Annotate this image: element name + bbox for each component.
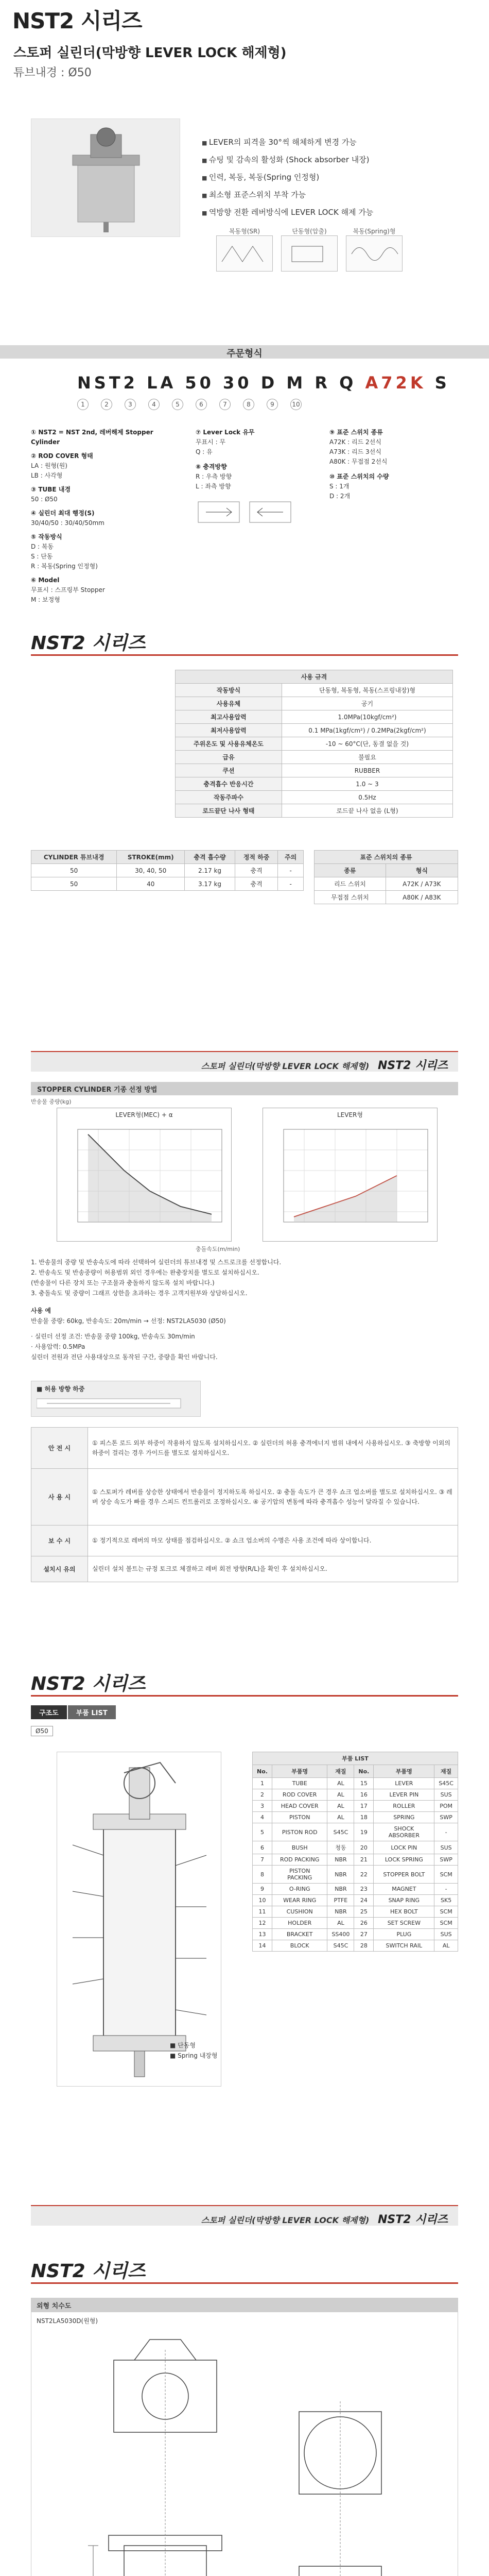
parts-cell: 16 [354,1789,374,1801]
parts-cell: 19 [354,1823,374,1841]
option-item: LB : 사각형 [31,472,63,479]
parts-cell: 7 [253,1854,272,1866]
code-number: 1 [77,399,89,410]
code-number: 7 [219,399,231,410]
caution-table [31,1427,458,1582]
parts-cell: SUS [434,1841,458,1854]
parts-cell: 22 [354,1866,374,1884]
examples-title: 사용 예 [31,1307,51,1314]
caution-text: ① 정기적으로 레버의 마모 상태를 점검하십시오. ② 쇼크 업소버의 수명은 사용 조건에 따라 상이합니다. [88,1526,458,1556]
spec-label: 충격흡수 반응시간 [176,777,282,791]
spec-section-title: NST2 시리즈 [31,633,146,654]
dim-box-label: 외형 치수도 [31,2298,458,2312]
action-type-label: 복동(Spring)형 [353,228,396,235]
load-cell: 50 [31,877,117,891]
parts-cell: AL [327,1812,354,1823]
spec-value: 0.5Hz [282,791,452,804]
parts-body [253,1778,458,1952]
parts-cell: PISTON [272,1812,327,1823]
section-divider [31,2282,458,2284]
option-item: L : 좌측 방향 [196,483,231,490]
parts-cell: 1 [253,1778,272,1789]
parts-tabbar [31,1705,117,1719]
action-diagram [281,235,338,272]
parts-table-wrap [252,1752,458,1952]
option-item: A73K : 리드 3선식 [329,448,381,455]
parts-cell: 3 [253,1801,272,1812]
parts-cell: 5 [253,1823,272,1841]
bore-size: 튜브내경 : Ø50 [13,66,92,79]
parts-row [253,1841,458,1854]
load-cell: 충격 [235,877,277,891]
example-line: 실린더 전원과 전단 사용대상으로 동작된 구간, 중량을 확인 바랍니다. [31,1353,218,1361]
load-header: 주의 [278,851,304,864]
parts-cell: 15 [354,1778,374,1789]
spec-table [175,670,453,818]
parts-cell: SPRING [374,1812,434,1823]
parts-cell: AL [327,1801,354,1812]
parts-cell: ROD PACKING [272,1854,327,1866]
load-cell: 2.17 kg [185,864,235,877]
parts-cell: SET SCREW [374,1918,434,1929]
parts-cell: 23 [354,1884,374,1895]
parts-cell: PISTON ROD [272,1823,327,1841]
parts-cell: NBR [327,1866,354,1884]
parts-cell: SK5 [434,1895,458,1906]
graph-2-plot [263,1119,437,1238]
parts-cell: BUSH [272,1841,327,1854]
caution-label: 보 수 시 [31,1526,88,1556]
caution-diagram [37,1396,191,1412]
spec-label: 주위온도 및 사용유체온도 [176,737,282,751]
parts-cell: BLOCK [272,1940,327,1952]
parts-cell: ROD COVER [272,1789,327,1801]
parts-cell: 13 [253,1929,272,1940]
parts-cell: NBR [327,1854,354,1866]
parts-cell: 25 [354,1906,374,1918]
parts-cell: POM [434,1801,458,1812]
caution-label: 설치시 유의 [31,1556,88,1582]
parts-cell: 24 [354,1895,374,1906]
parts-header: No. [354,1765,374,1778]
parts-cell: WEAR RING [272,1895,327,1906]
feature-item: ■ 최소형 표준스위치 부착 가능 [202,187,373,204]
option-label: ① NST2 = NST 2nd, 레버해제 Stopper Cylinder [31,429,153,446]
parts-cell: AL [434,1940,458,1952]
code-part: D [260,373,278,393]
load-cell: 3.17 kg [185,877,235,891]
code-number: 4 [148,399,160,410]
parts-cell: - [434,1823,458,1841]
code-part: R [315,373,331,393]
parts-cell: - [434,1884,458,1895]
code-number: 2 [101,399,112,410]
direction-left-diagram [247,497,293,528]
example-line: · 사용압력: 0.5MPa [31,1343,85,1350]
dimension-drawing-1 [31,2329,458,2576]
parts-cell: MAGNET [374,1884,434,1895]
graph-title: LEVER형(MEC) + α [115,1111,173,1118]
code-part: Q [339,373,357,393]
feature-item: ■ LEVER의 피격을 30°씩 해체하게 변경 가능 [202,134,373,151]
option-item: A80K : 무접점 2선식 [329,458,388,465]
banner-left: 스토퍼 실린더(막방향 LEVER LOCK 해제형) [201,2215,370,2225]
spec-label: 작동방식 [176,684,282,697]
load-cell: - [278,877,304,891]
parts-cell: AL [327,1918,354,1929]
parts-cell: LEVER PIN [374,1789,434,1801]
parts-table [252,1752,458,1952]
spec-label: 쿠션 [176,764,282,777]
option-label: ⑩ 표준 스위치의 수량 [329,473,389,480]
feature-item: ■ 슈팅 및 감속의 활성화 (Shock absorber 내장) [202,151,373,169]
parts-table-title: 부품 LIST [253,1752,458,1765]
action-diagram [216,235,273,272]
parts-cell: HOLDER [272,1918,327,1929]
spec-value: -10 ~ 60°C(단, 동결 없을 것) [282,737,452,751]
parts-cell: S45C [327,1823,354,1841]
parts-cell: 8 [253,1866,272,1884]
spec-value: 단동형, 복동형, 복동(스프링내장)형 [282,684,452,697]
parts-cell: 27 [354,1929,374,1940]
action-type-diagrams [216,227,403,272]
note-line: 1. 반송물의 중량 및 반송속도에 따라 선택하여 실린더의 튜브내경 및 스트로크를 선정합니다. [31,1259,282,1266]
code-part: LA [147,373,177,393]
example-line: · 실린더 선정 조건: 반송물 중량 100kg, 반송속도 30m/min [31,1333,195,1340]
banner-right: NST2 시리즈 [378,1059,448,1072]
product-image [31,118,180,237]
graph-title: LEVER형 [337,1111,363,1118]
ordering-title: 주문형식 [226,348,263,359]
parts-row [253,1884,458,1895]
load-table-wrap [31,850,304,891]
code-part: 50 [185,373,214,393]
parts-cell: 11 [253,1906,272,1918]
parts-cell: AL [327,1778,354,1789]
parts-cell: SS400 [327,1929,354,1940]
parts-row [253,1801,458,1812]
switch-cell: 무접점 스위치 [315,891,386,904]
code-number-row [77,399,314,410]
parts-header: No. [253,1765,272,1778]
parts-cell: PTFE [327,1895,354,1906]
parts-cell: 18 [354,1812,374,1823]
option-item: A72K : 리드 2선식 [329,438,381,446]
ordering-left-options [31,428,160,605]
parts-legend [170,2040,217,2061]
parts-cell: SNAP RING [374,1895,434,1906]
switch-cell: A80K / A83K [386,891,458,904]
parts-cell: SWITCH RAIL [374,1940,434,1952]
switch-table [314,850,458,904]
spec-value: 공기 [282,697,452,710]
spec-label: 작동주파수 [176,791,282,804]
spec-label: 사용유체 [176,697,282,710]
selection-graph-1 [57,1108,232,1242]
spec-value: 불필요 [282,751,452,764]
code-part: M [286,373,306,393]
code-part: S [434,373,450,393]
switch-header: 형식 [386,864,458,877]
code-part: 30 [223,373,252,393]
parts-cell: 21 [354,1854,374,1866]
switch-table-wrap [314,850,458,904]
series-banner [31,1051,458,1072]
option-item: 30/40/50 : 30/40/50mm [31,519,104,527]
model-tag: Ø50 [31,1726,53,1736]
parts-cell: 2 [253,1789,272,1801]
parts-cell: LEVER [374,1778,434,1789]
switch-header: 종류 [315,864,386,877]
caution-text: ① 스토퍼가 레버를 상승한 상태에서 반송물이 정지하도록 하십시오. ② 충돌 속도가 큰 경우 쇼크 업소버를 별도로 설치하십시오. ③ 레버 상승 속도가 빠를 경우 스피드 컨트롤러로 조정하십시오. ④ 공기압의 변동에 따라 충격흡수 성능이 달라질 수 있습니다. [88,1469,458,1526]
tab-structure[interactable]: 구조도 [31,1705,67,1719]
load-header: 정적 하중 [235,851,277,864]
option-item: S : 단동 [31,553,53,560]
option-item: 무표시 : 스프링부 Stopper [31,586,105,594]
option-label: ⑨ 표준 스위치 종류 [329,429,383,436]
parts-cell: SUS [434,1929,458,1940]
structure-drawing [57,1752,221,2087]
switch-table-title: 표준 스위치의 종류 [315,851,458,864]
load-header: STROKE(mm) [117,851,185,864]
parts-cell: 17 [354,1801,374,1812]
code-number: 8 [243,399,254,410]
parts-cell: 12 [253,1918,272,1929]
option-item: 무표시 : 무 [196,438,226,446]
spec-table-title: 사용 규격 [176,670,453,684]
page-subtitle: 스토퍼 실린더(막방향 LEVER LOCK 해제형) [13,45,287,61]
parts-row [253,1906,458,1918]
spec-value: 0.1 MPa(1kgf/cm²) / 0.2MPa(2kgf/cm²) [282,724,452,737]
parts-cell: SUS [434,1789,458,1801]
parts-cell: SWP [434,1812,458,1823]
option-label: ⑦ Lever Lock 유무 [196,429,255,436]
parts-header: 부품명 [272,1765,327,1778]
parts-cell: 20 [354,1841,374,1854]
parts-row [253,1854,458,1866]
spec-value: RUBBER [282,764,452,777]
parts-cell: S45C [327,1940,354,1952]
selection-notes [31,1257,458,1362]
parts-cell: SCM [434,1918,458,1929]
parts-header: 부품명 [374,1765,434,1778]
parts-row [253,1789,458,1801]
code-number: 5 [172,399,183,410]
series-banner [31,2205,458,2226]
note-line: 2. 반송속도 및 반송중량이 허용범위 외인 경우에는 완충장치를 별도로 설치하십시오. [31,1269,259,1276]
switch-cell: 리드 스위치 [315,877,386,891]
option-item: D : 복동 [31,543,54,550]
parts-cell: O-RING [272,1884,327,1895]
example-line: 반송물 중량: 60kg, 반송속도: 20m/min → 선정: NST2LA5030 (Ø50) [31,1317,226,1325]
action-type-label: 복동형(SR) [229,228,260,235]
parts-row [253,1866,458,1884]
option-item: LA : 원형(원) [31,462,67,469]
parts-cell: LOCK SPRING [374,1854,434,1866]
action-type-label: 단동형(압출) [292,228,327,235]
caution-box [31,1381,201,1417]
ordering-right-options [329,428,463,501]
parts-cell: 10 [253,1895,272,1906]
direction-right-diagram [196,497,242,528]
spec-label: 최저사용압력 [176,724,282,737]
parts-cell: NBR [327,1906,354,1918]
graph-y-label: 반송물 중량(kg) [31,1098,72,1105]
spec-value: 1.0MPa(10kgf/cm²) [282,710,452,724]
parts-cell: 청동 [327,1841,354,1854]
caution-text: ① 피스톤 로드 외부 하중이 작용하지 않도록 설치하십시오. ② 실린더의 허용 충격에너지 범위 내에서 사용하십시오. ③ 축방향 이외의 하중이 걸리는 경우 가이드를 별도로 설치하십시오. [88,1428,458,1469]
parts-cell: SWP [434,1854,458,1866]
parts-cell: LOCK PIN [374,1841,434,1854]
dim-box-model: NST2LA5030D(원형) [37,2317,98,2325]
load-cell: 30, 40, 50 [117,864,185,877]
switch-cell: A72K / A73K [386,877,458,891]
load-cell: 충격 [235,864,277,877]
parts-cell: 9 [253,1884,272,1895]
parts-cell: 26 [354,1918,374,1929]
parts-cell: AL [327,1789,354,1801]
parts-cell: ROLLER [374,1801,434,1812]
load-cell: 40 [117,877,185,891]
legend-item: ■ 단동형 [170,2042,196,2049]
legend-item: ■ Spring 내장형 [170,2052,218,2059]
parts-cell: 4 [253,1812,272,1823]
parts-cell: HEX BOLT [374,1906,434,1918]
load-header: CYLINDER 튜브내경 [31,851,117,864]
option-item: S : 1개 [329,483,350,490]
option-item: R : 우측 방향 [196,473,232,480]
graph-1-plot [57,1119,231,1238]
ordering-mid-options [196,428,309,528]
feature-list [202,134,373,222]
dim-section-title: NST2 시리즈 [31,2261,146,2282]
parts-header: 재질 [434,1765,458,1778]
parts-cell: STOPPER BOLT [374,1866,434,1884]
parts-row [253,1812,458,1823]
action-diagram [346,235,403,272]
spec-label: 최고사용압력 [176,710,282,724]
parts-cell: 28 [354,1940,374,1952]
option-label: ⑤ 작동방식 [31,533,62,540]
parts-cell: NBR [327,1884,354,1895]
parts-header: 재질 [327,1765,354,1778]
code-part: A72K [365,373,426,393]
parts-cell: PISTON PACKING [272,1866,327,1884]
banner-right: NST2 시리즈 [378,2213,448,2226]
page-title: NST2 시리즈 [12,8,142,33]
code-number: 10 [290,399,302,410]
spec-value: 1.0 ~ 3 [282,777,452,791]
parts-cell: BRACKET [272,1929,327,1940]
option-item: D : 2개 [329,493,351,500]
parts-cell: 14 [253,1940,272,1952]
selection-graph-2 [263,1108,438,1242]
caution-label: 사 용 시 [31,1469,88,1526]
spec-value: 로드끝 나사 없음 (L형) [282,804,452,818]
parts-row [253,1918,458,1929]
caution-text: 실린더 설치 볼트는 규정 토크로 체결하고 레버 회전 방향(R/L)을 확인 후 설치하십시오. [88,1556,458,1582]
parts-cell: SCM [434,1906,458,1918]
parts-row [253,1778,458,1789]
selection-heading: STOPPER CYLINDER 기종 선정 방법 [37,1086,158,1094]
parts-cell: PLUG [374,1929,434,1940]
option-item: 50 : Ø50 [31,496,58,503]
parts-row [253,1929,458,1940]
caution-label: 안 전 시 [31,1428,88,1469]
option-label: ④ 실린더 최대 행정(S) [31,510,95,517]
option-item: M : 보정형 [31,596,60,603]
option-label: ⑥ Model [31,577,60,584]
order-code [77,373,450,393]
cylinder-cross-section [57,1752,221,2086]
feature-item: ■ 인력, 복동, 복동(Spring 인정형) [202,169,373,187]
spec-table-wrap [175,670,453,818]
parts-cell: 6 [253,1841,272,1854]
feature-item: ■ 역방향 전환 레버방식에 LEVER LOCK 해제 가능 [202,204,373,222]
note-line: (반송물이 다른 장치 또는 구조물과 충돌하지 않도록 설치 바랍니다.) [31,1279,215,1286]
code-number: 3 [125,399,136,410]
parts-cell: CUSHION [272,1906,327,1918]
caution-table-grid [31,1427,458,1582]
load-table [31,850,304,891]
parts-section-title: NST2 시리즈 [31,1673,146,1694]
section-divider [31,1695,458,1697]
parts-row [253,1895,458,1906]
parts-cell: SHOCK ABSORBER [374,1823,434,1841]
parts-cell: TUBE [272,1778,327,1789]
tab-parts-list[interactable]: 부품 LIST [68,1705,116,1719]
spec-label: 급유 [176,751,282,764]
stopper-cylinder-illustration [31,119,181,238]
code-number: 6 [196,399,207,410]
dimension-box-1 [31,2298,458,2576]
parts-row [253,1940,458,1952]
code-number: 9 [267,399,278,410]
section-divider [31,654,458,656]
option-item: Q : 유 [196,448,213,455]
option-label: ② ROD COVER 형태 [31,452,93,460]
spec-label: 로드끝단 나사 형태 [176,804,282,818]
load-header: 충격 흡수량 [185,851,235,864]
option-label: ⑧ 충격방향 [196,463,227,470]
load-cell: 50 [31,864,117,877]
parts-cell: S45C [434,1778,458,1789]
parts-cell: HEAD COVER [272,1801,327,1812]
graph-x-label: 충돌속도(m/min) [196,1246,240,1252]
caution-title: ■ 허용 방향 하중 [37,1385,85,1393]
note-line: 3. 충돌속도 및 중량이 그래프 상한을 초과하는 경우 고객지원부와 상담하십시오. [31,1290,248,1297]
parts-cell: SCM [434,1866,458,1884]
option-label: ③ TUBE 내경 [31,486,71,493]
parts-row [253,1823,458,1841]
banner-left: 스토퍼 실린더(막방향 LEVER LOCK 해제형) [201,1061,370,1071]
code-part: NST2 [77,373,138,393]
option-item: R : 복동(Spring 인정형) [31,563,98,570]
load-cell: - [278,864,304,877]
